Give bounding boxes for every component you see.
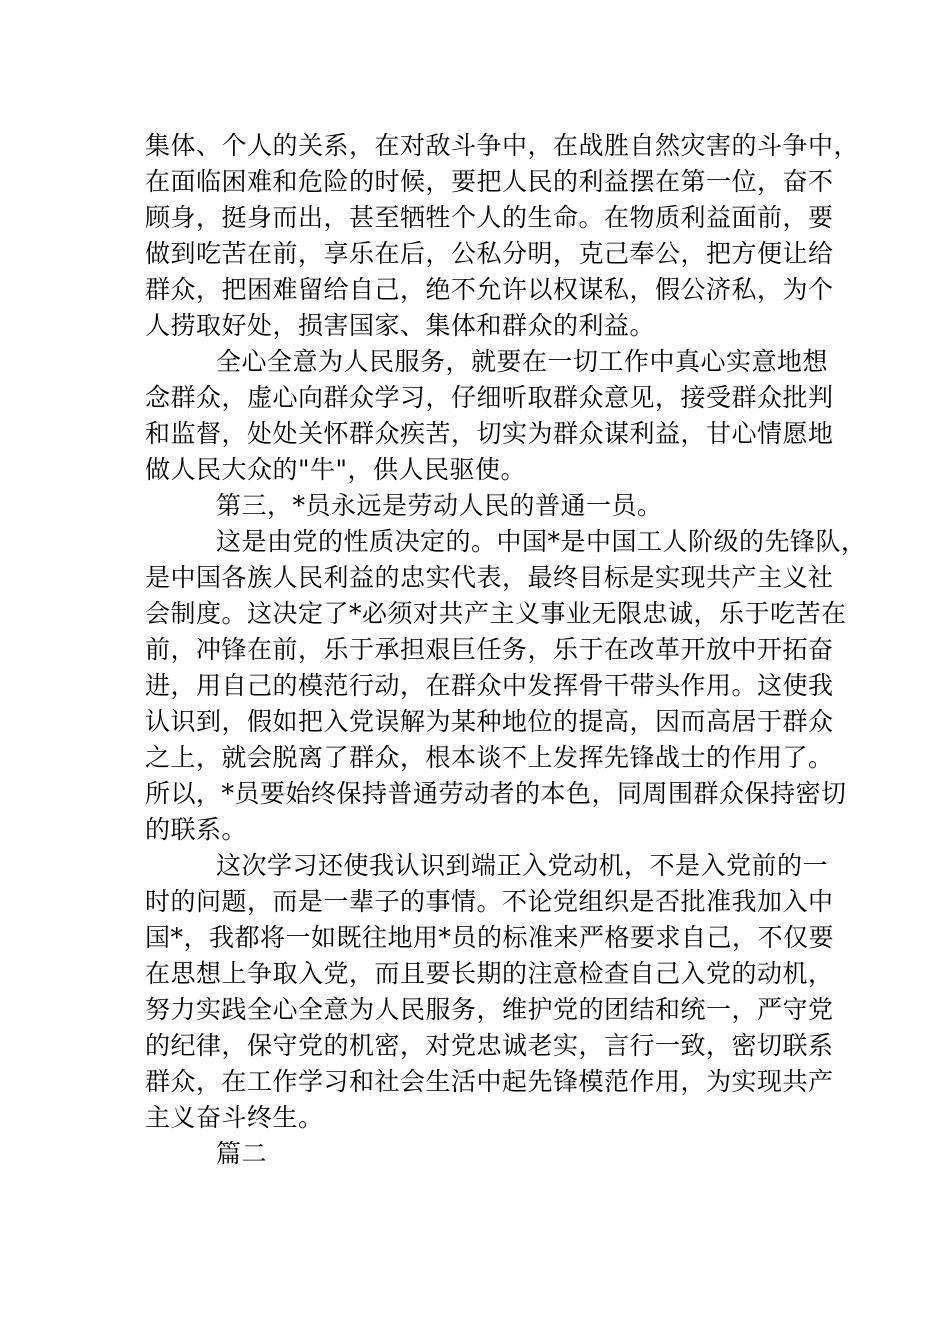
text-line: 的联系。 xyxy=(145,815,248,844)
text-line: 群众，把困难留给自己，绝不允许以权谋私，假公济私，为个 xyxy=(145,275,834,304)
paragraph-start-line: 这是由党的性质决定的。中国*是中国工人阶级的先锋队， xyxy=(216,527,867,556)
section-heading: 第三，*员永远是劳动人民的普通一员。 xyxy=(216,491,663,520)
text-line: 所以，*员要始终保持普通劳动者的本色，同周围群众保持密切 xyxy=(145,779,847,808)
text-line: 顾身，挺身而出，甚至牺牲个人的生命。在物质利益面前，要 xyxy=(145,203,834,232)
text-line: 集体、个人的关系，在对敌斗争中，在战胜自然灾害的斗争中， xyxy=(145,131,860,160)
text-line: 时的问题，而是一辈子的事情。不论党组织是否批准我加入中 xyxy=(145,887,834,916)
text-line: 之上，就会脱离了群众，根本谈不上发挥先锋战士的作用了。 xyxy=(145,743,834,772)
text-line: 和监督，处处关怀群众疾苦，切实为群众谋利益，甘心情愿地 xyxy=(145,419,834,448)
text-line: 会制度。这决定了*必须对共产主义事业无限忠诚，乐于吃苦在 xyxy=(145,599,847,628)
text-line: 前，冲锋在前，乐于承担艰巨任务，乐于在改革开放中开拓奋 xyxy=(145,635,834,664)
text-line: 在思想上争取入党，而且要长期的注意检查自己入党的动机， xyxy=(145,959,834,988)
text-line: 人捞取好处，损害国家、集体和群众的利益。 xyxy=(145,311,656,340)
text-line: 的纪律，保守党的机密，对党忠诚老实，言行一致，密切联系 xyxy=(145,1031,834,1060)
text-line: 念群众，虚心向群众学习，仔细听取群众意见，接受群众批判 xyxy=(145,383,834,412)
section-heading: 篇二 xyxy=(216,1139,268,1168)
text-line: 在面临困难和危险的时候，要把人民的利益摆在第一位，奋不 xyxy=(145,167,834,196)
paragraph-start-line: 全心全意为人民服务，就要在一切工作中真心实意地想 xyxy=(216,347,829,376)
text-line: 认识到，假如把入党误解为某种地位的提高，因而高居于群众 xyxy=(145,707,834,736)
text-line: 做到吃苦在前，享乐在后，公私分明，克己奉公，把方便让给 xyxy=(145,239,834,268)
text-line: 群众，在工作学习和社会生活中起先锋模范作用，为实现共产 xyxy=(145,1067,834,1096)
text-line: 是中国各族人民利益的忠实代表，最终目标是实现共产主义社 xyxy=(145,563,834,592)
text-line: 进，用自己的模范行动，在群众中发挥骨干带头作用。这使我 xyxy=(145,671,834,700)
text-line: 主义奋斗终生。 xyxy=(145,1103,324,1132)
text-line: 努力实践全心全意为人民服务，维护党的团结和统一，严守党 xyxy=(145,995,834,1024)
paragraph-start-line: 这次学习还使我认识到端正入党动机，不是入党前的一 xyxy=(216,851,829,880)
text-line: 做人民大众的"牛"，供人民驱使。 xyxy=(145,455,526,484)
text-line: 国*，我都将一如既往地用*员的标准来严格要求自己，不仅要 xyxy=(145,923,835,952)
